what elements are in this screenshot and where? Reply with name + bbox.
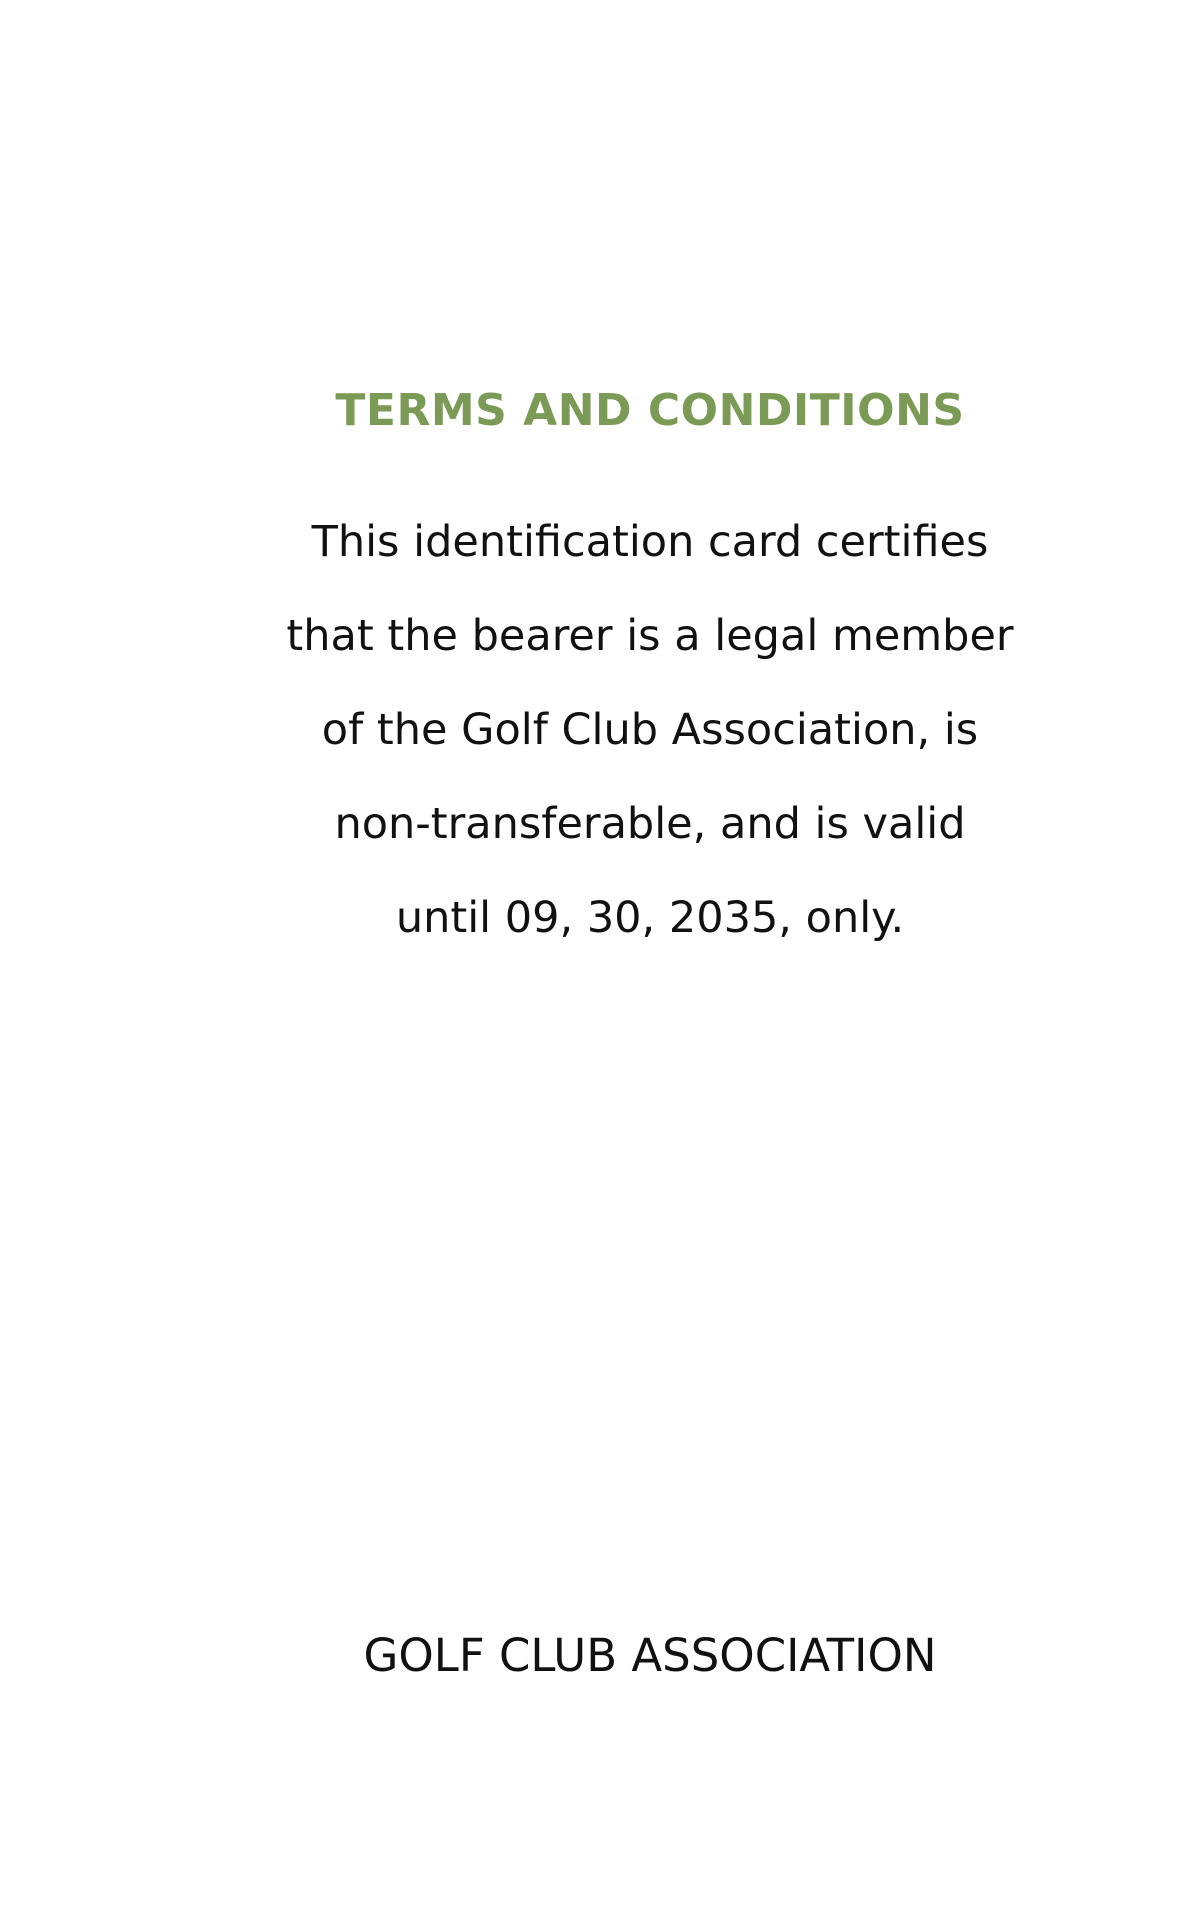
terms-line: This identification card certifies xyxy=(311,517,989,567)
terms-heading: TERMS AND CONDITIONS xyxy=(335,385,965,436)
organization-name: GOLF CLUB ASSOCIATION xyxy=(363,1629,937,1682)
terms-line: that the bearer is a legal member xyxy=(286,611,1014,661)
terms-line: of the Golf Club Association, is xyxy=(321,705,979,755)
terms-text xyxy=(250,495,1050,965)
terms-line: non-transferable, and is valid xyxy=(334,799,966,849)
terms-line: until 09, 30, 2035, only. xyxy=(395,893,905,943)
